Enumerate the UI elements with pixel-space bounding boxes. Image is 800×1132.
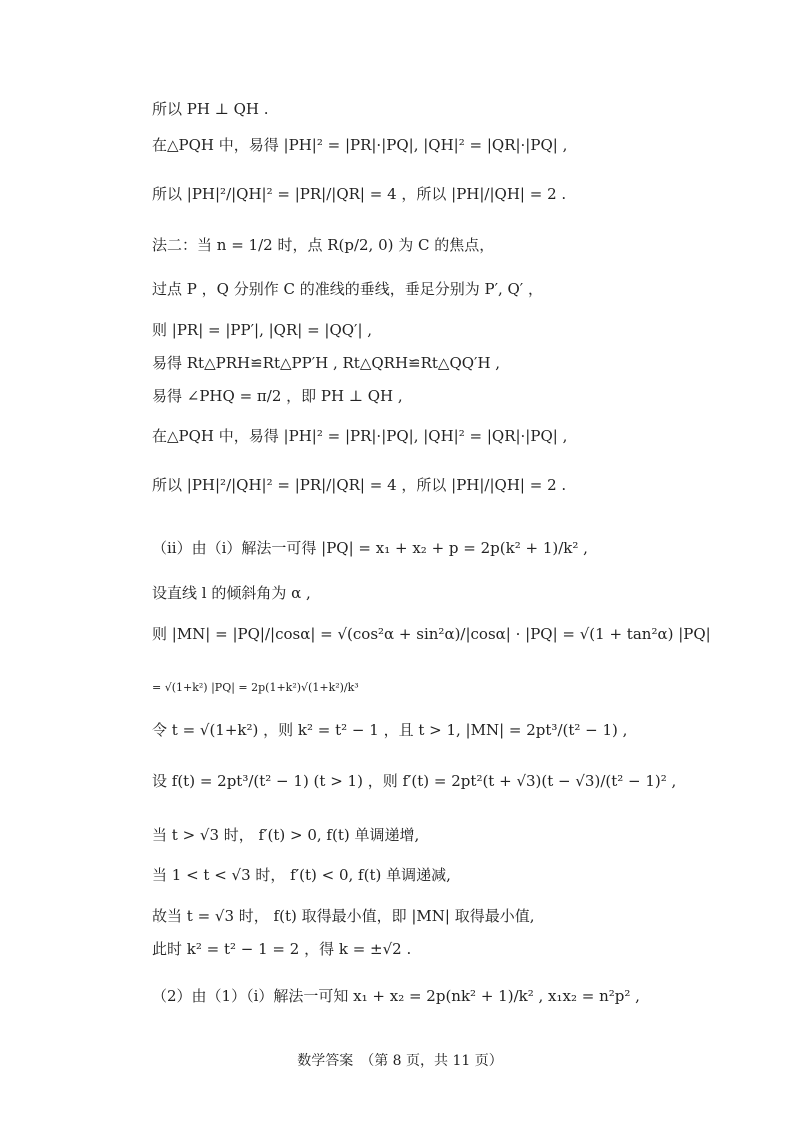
text-line: 当 1 < t < √3 时， f′(t) < 0, f(t) 单调递减, [152,866,451,884]
text-line: 过点 P ，Q 分别作 C 的准线的垂线，垂足分别为 P′, Q′ ， [152,280,543,298]
text-line: = √(1+k²) |PQ| = 2p(1+k²)√(1+k²)/k³ [152,681,359,694]
text-line: 则 |PR| = |PP′|, |QR| = |QQ′| , [152,321,373,339]
text-line: 当 t > √3 时， f′(t) > 0, f(t) 单调递增, [152,826,420,844]
text-line: 设直线 l 的倾斜角为 α , [152,584,311,602]
text-line: 此时 k² = t² − 1 = 2 ，得 k = ±√2 . [152,940,412,958]
text-line: 在△PQH 中，易得 |PH|² = |PR|·|PQ|, |QH|² = |QR|·|PQ| , [152,136,568,154]
text-line: 故当 t = √3 时， f(t) 取得最小值，即 |MN| 取得最小值, [152,907,535,925]
text-line: 易得 ∠PHQ = π/2 ，即 PH ⊥ QH , [152,387,403,405]
text-line: （2）由（1）（i）解法一可知 x₁ + x₂ = 2p(nk² + 1)/k² , x₁x₂ = n²p² , [152,987,640,1005]
text-line: 所以 |PH|²/|QH|² = |PR|/|QR| = 4 ，所以 |PH|/|QH| = 2 . [152,476,567,494]
text-line: （ii）由（i）解法一可得 |PQ| = x₁ + x₂ + p = 2p(k² + 1)/k² , [152,539,588,557]
text-line: 则 |MN| = |PQ|/|cosα| = √(cos²α + sin²α)/|cosα| · |PQ| = √(1 + tan²α) |PQ| [152,625,711,643]
text-line: 在△PQH 中，易得 |PH|² = |PR|·|PQ|, |QH|² = |QR|·|PQ| , [152,427,568,445]
text-line: 易得 Rt△PRH≌Rt△PP′H , Rt△QRH≌Rt△QQ′H , [152,354,501,372]
text-line: 所以 |PH|²/|QH|² = |PR|/|QR| = 4 ，所以 |PH|/|QH| = 2 . [152,185,567,203]
page-footer: 数学答案 （第 8 页，共 11 页） [297,1053,503,1069]
text-line: 法二：当 n = 1/2 时，点 R(p/2, 0) 为 C 的焦点， [152,236,495,254]
text-line: 设 f(t) = 2pt³/(t² − 1) (t > 1) ，则 f′(t) = 2pt²(t + √3)(t − √3)/(t² − 1)² , [152,772,677,790]
text-line: 令 t = √(1+k²) ，则 k² = t² − 1 ，且 t > 1, |MN| = 2pt³/(t² − 1) , [152,721,628,739]
text-line: 所以 PH ⊥ QH . [152,100,269,118]
